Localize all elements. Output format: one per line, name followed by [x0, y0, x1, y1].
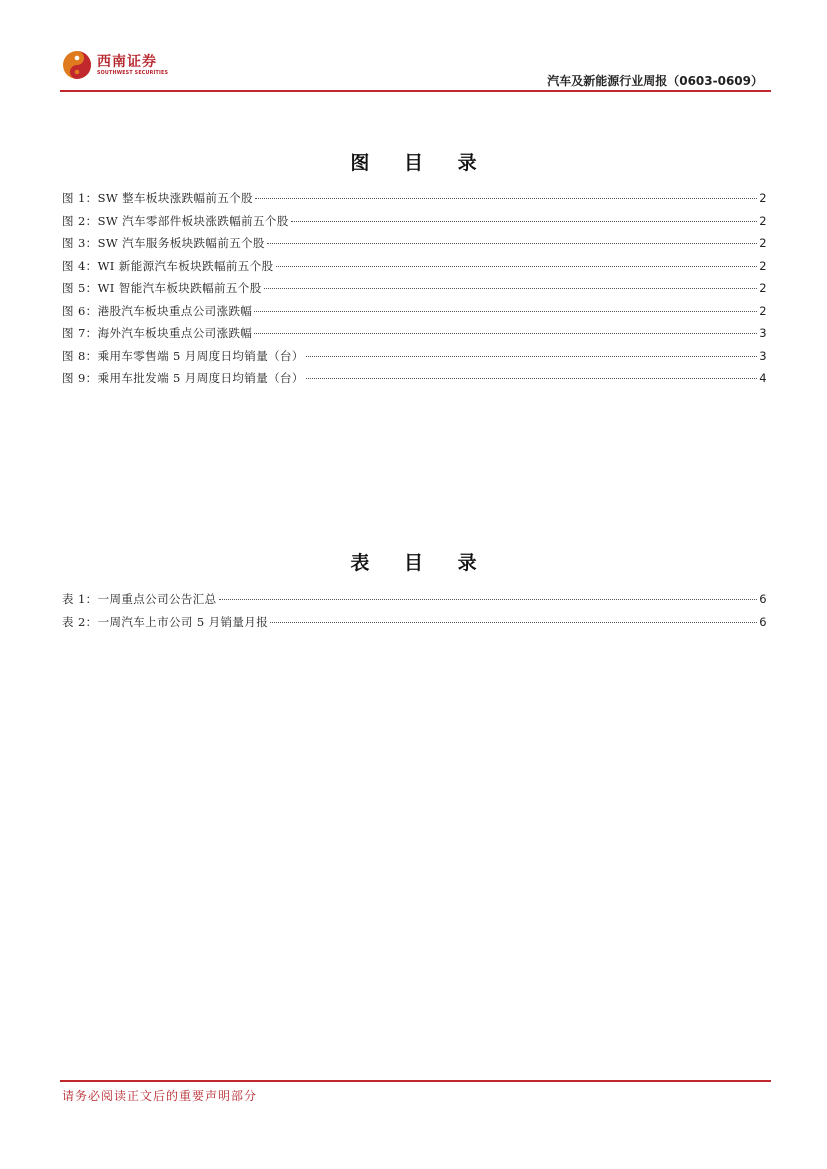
- footer-divider: [60, 1080, 771, 1082]
- toc-page-number: 2: [759, 281, 767, 295]
- logo-english-name: SOUTHWEST SECURITIES: [97, 70, 169, 76]
- figures-toc-list: [62, 190, 767, 393]
- footer-disclaimer: 请务必阅读正文后的重要声明部分: [62, 1089, 258, 1103]
- figures-toc-title: 图 目 录: [350, 152, 491, 174]
- toc-entry-label: 图 1：SW 整车板块涨跌幅前五个股: [62, 191, 254, 205]
- toc-dot-leader: [255, 198, 757, 199]
- toc-entry[interactable]: [62, 348, 767, 371]
- toc-page-number: 2: [759, 258, 767, 273]
- toc-entry-label: 图 7：海外汽车板块重点公司涨跌幅: [62, 326, 253, 340]
- toc-entry-label: 图 9：乘用车批发端 5 月周度日均销量（台）: [62, 371, 304, 385]
- tables-toc-title: 表 目 录: [350, 552, 491, 574]
- toc-dot-leader: [219, 599, 758, 600]
- toc-page-number: 3: [759, 348, 767, 363]
- toc-page-number: 2: [759, 303, 767, 318]
- tables-toc-list: [62, 591, 767, 636]
- toc-entry-label: 图 6：港股汽车板块重点公司涨跌幅: [62, 303, 253, 318]
- toc-page-number: 2: [759, 213, 767, 228]
- toc-dot-leader: [276, 266, 758, 267]
- toc-dot-leader: [254, 311, 757, 312]
- toc-entry[interactable]: [62, 591, 767, 614]
- toc-entry[interactable]: [62, 213, 767, 236]
- toc-page-number: 4: [759, 371, 767, 385]
- toc-dot-leader: [270, 622, 757, 623]
- company-logo: [62, 50, 168, 80]
- toc-entry-label: 图 8：乘用车零售端 5 月周度日均销量（台）: [62, 348, 304, 363]
- toc-entry[interactable]: [62, 235, 767, 258]
- toc-dot-leader: [306, 378, 757, 379]
- toc-page-number: 2: [759, 191, 767, 205]
- logo-emblem-icon: [62, 50, 92, 80]
- toc-entry-label: 图 3：SW 汽车服务板块跌幅前五个股: [62, 236, 265, 250]
- toc-page-number: 6: [759, 592, 767, 606]
- toc-dot-leader: [264, 288, 758, 289]
- toc-dot-leader: [291, 221, 758, 222]
- toc-entry[interactable]: [62, 303, 767, 326]
- toc-entry[interactable]: [62, 614, 767, 637]
- toc-entry[interactable]: [62, 325, 767, 348]
- report-title: 汽车及新能源行业周报（0603-0609）: [547, 74, 763, 88]
- toc-page-number: 2: [759, 236, 767, 250]
- toc-entry[interactable]: [62, 190, 767, 213]
- toc-entry-label: 图 5：WI 智能汽车板块跌幅前五个股: [62, 281, 262, 295]
- toc-entry[interactable]: [62, 370, 767, 393]
- header-divider: [60, 90, 771, 92]
- toc-dot-leader: [254, 333, 757, 334]
- toc-entry-label: 表 1：一周重点公司公告汇总: [62, 592, 217, 606]
- toc-entry-label: 表 2：一周汽车上市公司 5 月销量月报: [62, 614, 269, 629]
- toc-dot-leader: [267, 243, 757, 244]
- toc-entry[interactable]: [62, 258, 767, 281]
- toc-entry-label: 图 2：SW 汽车零部件板块涨跌幅前五个股: [62, 213, 289, 228]
- logo-chinese-name: 西南证券: [97, 53, 157, 70]
- toc-dot-leader: [306, 356, 757, 357]
- toc-entry-label: 图 4：WI 新能源汽车板块跌幅前五个股: [62, 258, 274, 273]
- toc-page-number: 6: [759, 614, 767, 629]
- toc-page-number: 3: [759, 326, 767, 340]
- toc-entry[interactable]: [62, 280, 767, 303]
- page-header: [60, 46, 771, 94]
